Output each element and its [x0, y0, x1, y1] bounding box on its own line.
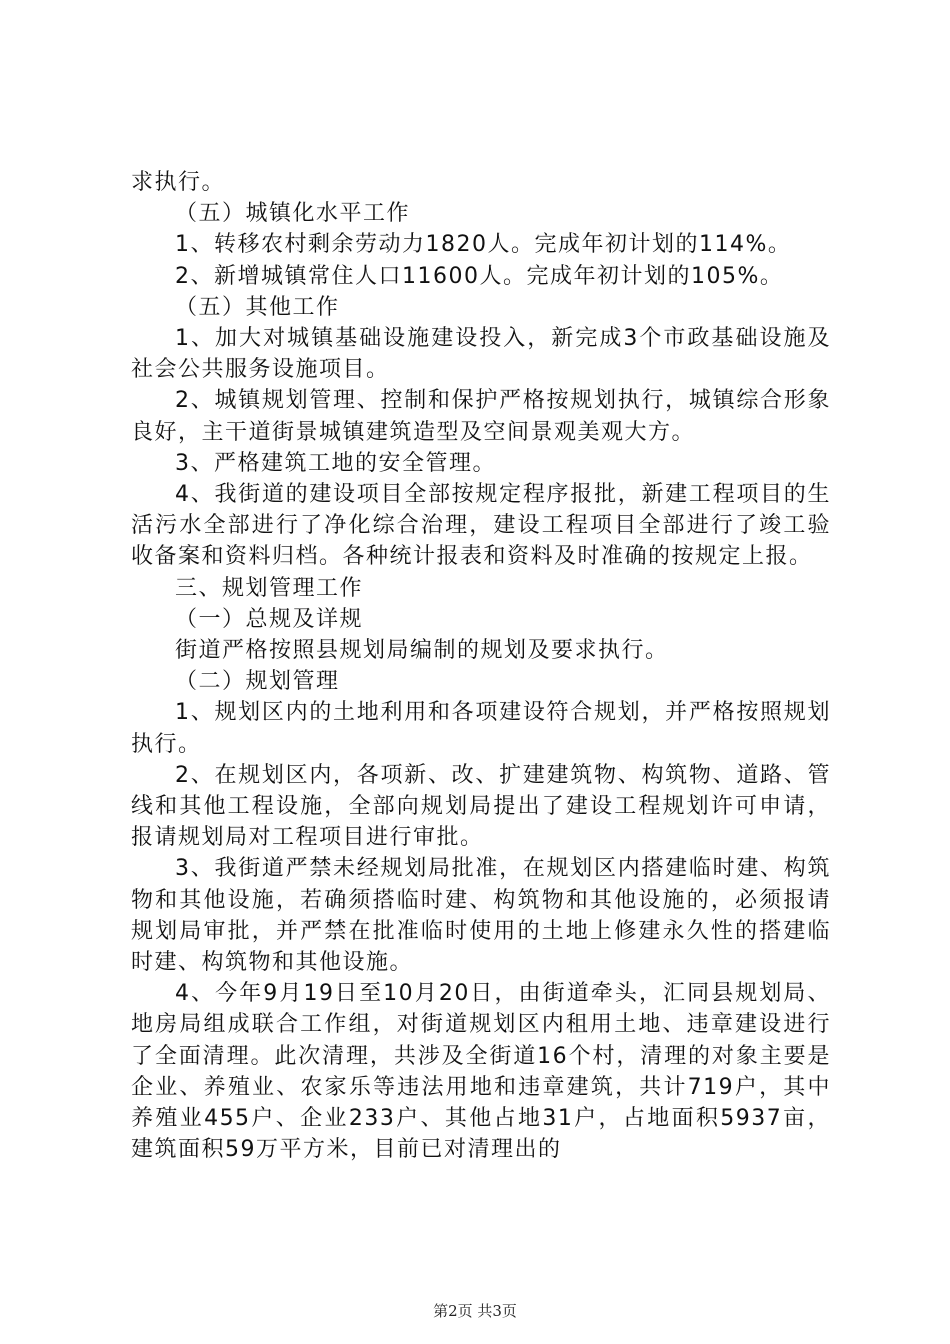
document-body — [131, 167, 831, 1166]
paragraph: 2、新增城镇常住人口11600人。完成年初计划的105%。 — [175, 263, 784, 289]
paragraph: 3、我街道严禁未经规划局批准，在规划区内搭建临时建、构筑物和其他设施，若确须搭临时建、构筑物和其他设施的，必须报请规划局审批，并严禁在批准临时使用的土地上修建永久性的搭建临时建、构筑物和其他设施。 — [131, 856, 831, 976]
paragraph: 街道严格按照县规划局编制的规划及要求执行。 — [175, 638, 669, 664]
paragraph: 1、加大对城镇基础设施建设投入，新完成3个市政基础设施及社会公共服务设施项目。 — [131, 326, 831, 383]
paragraph: 2、城镇规划管理、控制和保护严格按规划执行，城镇综合形象良好，主干道街景城镇建筑造型及空间景观美观大方。 — [131, 388, 831, 445]
section-heading: 三、规划管理工作 — [175, 575, 364, 601]
section-heading: （一）总规及详规 — [175, 606, 364, 632]
section-heading: （二）规划管理 — [175, 669, 340, 695]
paragraph: 1、转移农村剩余劳动力1820人。完成年初计划的114%。 — [175, 232, 792, 258]
section-heading: （五）城镇化水平工作 — [175, 201, 411, 227]
paragraph-continuation: 求执行。 — [131, 170, 226, 195]
paragraph: 4、今年9月19日至10月20日，由街道牵头，汇同县规划局、地房局组成联合工作组，对街道规划区内租用土地、违章建设进行了全面清理。此次清理，共涉及全街道16个村，清理的对象主要是企业、养殖业、农家乐等违法用地和违章建筑，共计719户，其中养殖业455户、企业233户、其他占地31户，占地面积5937亩，建筑面积59万平方米，目前已对清理出的 — [131, 981, 831, 1163]
paragraph: 2、在规划区内，各项新、改、扩建建筑物、构筑物、道路、管线和其他工程设施，全部向规划局提出了建设工程规划许可申请，报请规划局对工程项目进行审批。 — [131, 762, 831, 851]
paragraph: 4、我街道的建设项目全部按规定程序报批，新建工程项目的生活污水全部进行了净化综合治理，建设工程项目全部进行了竣工验收备案和资料归档。各种统计报表和资料及时准确的按规定上报。 — [131, 482, 831, 570]
paragraph: 1、规划区内的土地利用和各项建设符合规划，并严格按照规划执行。 — [131, 700, 831, 757]
section-heading: （五）其他工作 — [175, 294, 340, 320]
paragraph: 3、严格建筑工地的安全管理。 — [175, 450, 496, 476]
page-footer: 第2页 共3页 — [433, 1302, 517, 1320]
